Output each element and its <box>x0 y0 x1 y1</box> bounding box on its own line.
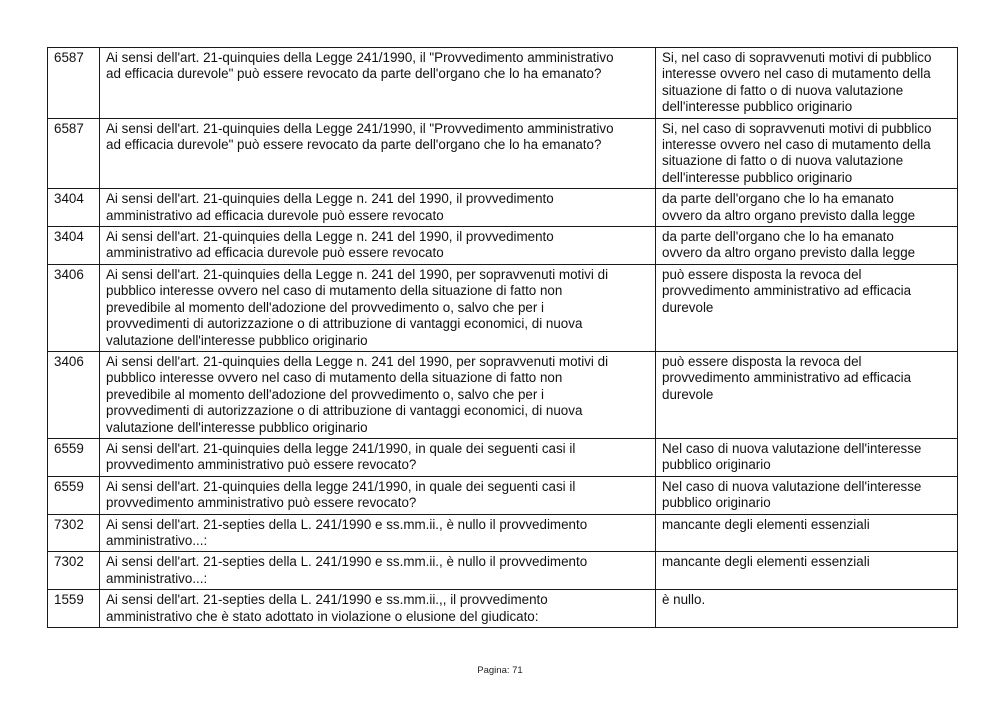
question-text: Ai sensi dell'art. 21-quinquies della legge 241/1990, in quale dei seguenti casi il provvedimento amministrativo può essere revocato? <box>100 476 656 514</box>
answer-text: Si, nel caso di sopravvenuti motivi di pubblico interesse ovvero nel caso di mutamento della situazione di fatto o di nuova valutazione dell'interesse pubblico originario <box>656 48 958 119</box>
table-row <box>48 48 958 119</box>
question-text: Ai sensi dell'art. 21-quinquies della Legge n. 241 del 1990, per sopravvenuti motivi di pubblico interesse ovvero nel caso di mutamento della situazione di fatto non prevedibile al momento dell'adozione del provvedimento o, salvo che per i provvedimenti di autorizzazione o di attribuzione di vantaggi economici, di nuova valutazione dell'interesse pubblico originario <box>100 264 656 351</box>
answer-text: da parte dell'organo che lo ha emanato ovvero da altro organo previsto dalla legge <box>656 189 958 227</box>
question-text: Ai sensi dell'art. 21-quinquies della legge 241/1990, in quale dei seguenti casi il provvedimento amministrativo può essere revocato? <box>100 438 656 476</box>
answer-text: mancante degli elementi essenziali <box>656 552 958 590</box>
question-id: 3404 <box>48 227 100 265</box>
question-text: Ai sensi dell'art. 21-quinquies della Legge 241/1990, il "Provvedimento amministrativo ad efficacia durevole" può essere revocato da parte dell'organo che lo ha emanato? <box>100 48 656 119</box>
question-id: 6559 <box>48 476 100 514</box>
answer-text: può essere disposta la revoca del provvedimento amministrativo ad efficacia durevole <box>656 351 958 438</box>
answer-text: può essere disposta la revoca del provvedimento amministrativo ad efficacia durevole <box>656 264 958 351</box>
table-row <box>48 351 958 438</box>
answer-text: da parte dell'organo che lo ha emanato ovvero da altro organo previsto dalla legge <box>656 227 958 265</box>
table-row <box>48 514 958 552</box>
question-text: Ai sensi dell'art. 21-septies della L. 241/1990 e ss.mm.ii., è nullo il provvedimento amministrativo...: <box>100 514 656 552</box>
question-id: 7302 <box>48 552 100 590</box>
question-id: 7302 <box>48 514 100 552</box>
answer-text: Nel caso di nuova valutazione dell'interesse pubblico originario <box>656 438 958 476</box>
table-row <box>48 227 958 265</box>
question-text: Ai sensi dell'art. 21-quinquies della Legge n. 241 del 1990, il provvedimento amministrativo ad efficacia durevole può essere revocato <box>100 189 656 227</box>
question-text: Ai sensi dell'art. 21-septies della L. 241/1990 e ss.mm.ii.,, il provvedimento amministrativo che è stato adottato in violazione o elusione del giudicato: <box>100 590 656 628</box>
table-row <box>48 590 958 628</box>
questions-table <box>47 47 958 628</box>
page-number: Pagina: 71 <box>477 665 523 676</box>
answer-text: Si, nel caso di sopravvenuti motivi di pubblico interesse ovvero nel caso di mutamento della situazione di fatto o di nuova valutazione dell'interesse pubblico originario <box>656 118 958 189</box>
question-text: Ai sensi dell'art. 21-quinquies della Legge n. 241 del 1990, il provvedimento amministrativo ad efficacia durevole può essere revocato <box>100 227 656 265</box>
table-row <box>48 552 958 590</box>
question-id: 3404 <box>48 189 100 227</box>
question-id: 6587 <box>48 48 100 119</box>
question-id: 6559 <box>48 438 100 476</box>
table-row <box>48 264 958 351</box>
table-row <box>48 118 958 189</box>
answer-text: mancante degli elementi essenziali <box>656 514 958 552</box>
answer-text: Nel caso di nuova valutazione dell'interesse pubblico originario <box>656 476 958 514</box>
question-id: 6587 <box>48 118 100 189</box>
table-row <box>48 476 958 514</box>
table-row <box>48 189 958 227</box>
question-id: 1559 <box>48 590 100 628</box>
question-id: 3406 <box>48 351 100 438</box>
question-text: Ai sensi dell'art. 21-septies della L. 241/1990 e ss.mm.ii., è nullo il provvedimento amministrativo...: <box>100 552 656 590</box>
question-text: Ai sensi dell'art. 21-quinquies della Legge 241/1990, il "Provvedimento amministrativo ad efficacia durevole" può essere revocato da parte dell'organo che lo ha emanato? <box>100 118 656 189</box>
question-id: 3406 <box>48 264 100 351</box>
table-row <box>48 438 958 476</box>
question-text: Ai sensi dell'art. 21-quinquies della Legge n. 241 del 1990, per sopravvenuti motivi di pubblico interesse ovvero nel caso di mutamento della situazione di fatto non prevedibile al momento dell'adozione del provvedimento o, salvo che per i provvedimenti di autorizzazione o di attribuzione di vantaggi economici, di nuova valutazione dell'interesse pubblico originario <box>100 351 656 438</box>
answer-text: è nullo. <box>656 590 958 628</box>
